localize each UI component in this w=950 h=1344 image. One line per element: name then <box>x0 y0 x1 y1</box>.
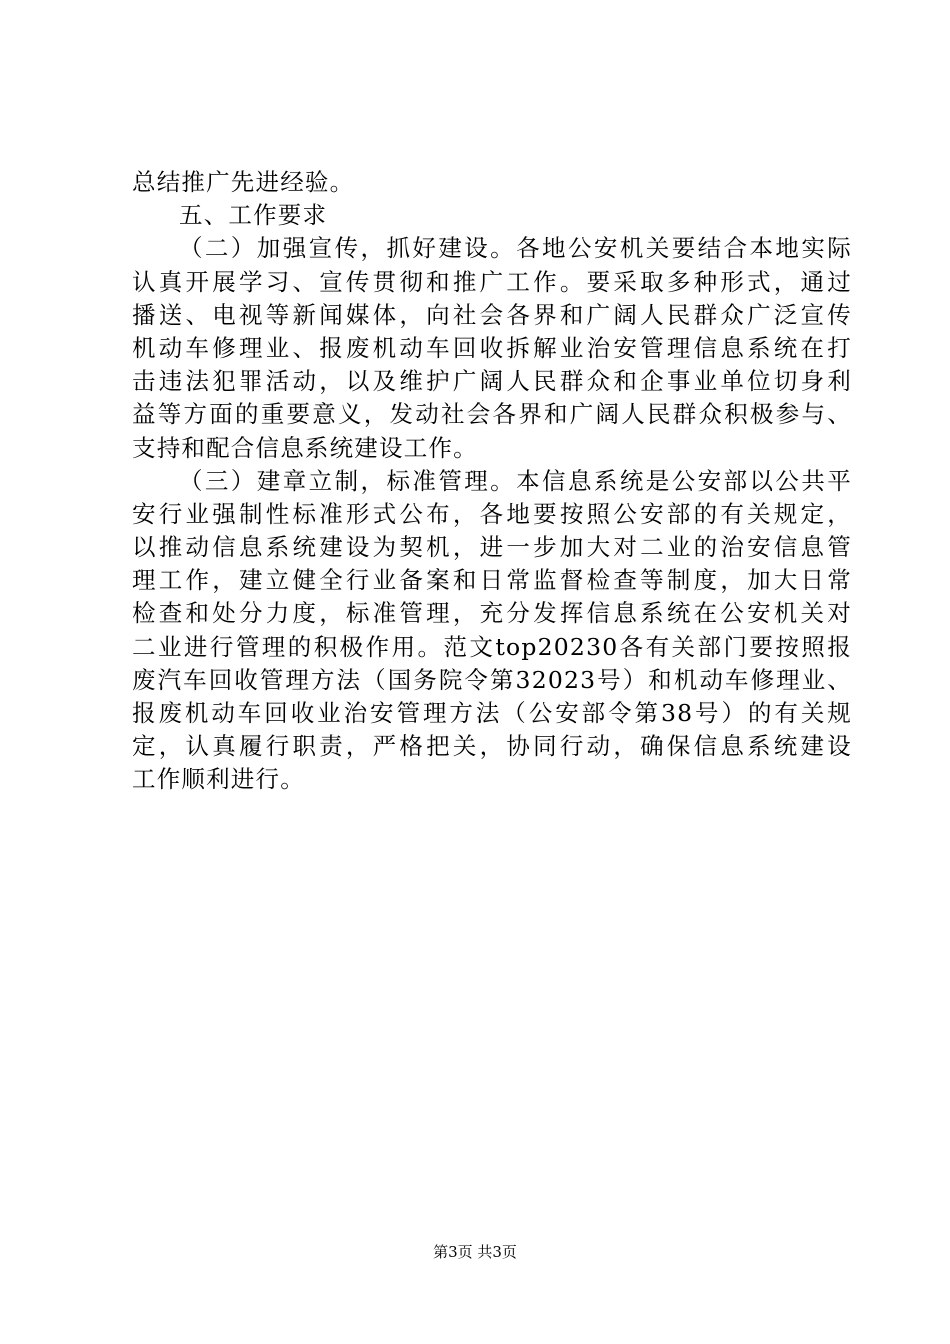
paragraph-line: 认真开展学习、宣传贯彻和推广工作。要采取多种形式，通过 <box>132 267 852 296</box>
paragraph-line: 二业进行管理的积极作用。范文top20230各有关部门要按照报 <box>132 632 852 661</box>
paragraph-line: 废汽车回收管理方法（国务院令第32023号）和机动车修理业、 <box>132 665 852 694</box>
paragraph-line: 工作顺利进行。 <box>132 765 305 794</box>
paragraph-line: 理工作，建立健全行业备案和日常监督检查等制度，加大日常 <box>132 566 852 595</box>
paragraph-line: 播送、电视等新闻媒体，向社会各界和广阔人民群众广泛宣传 <box>132 300 852 329</box>
section-heading: 五、工作要求 <box>179 201 328 230</box>
paragraph-line: （三）建章立制，标准管理。本信息系统是公安部以公共平 <box>179 466 852 495</box>
paragraph-line: 总结推广先进经验。 <box>132 168 355 196</box>
paragraph-line: 定，认真履行职责，严格把关，协同行动，确保信息系统建设 <box>132 732 852 761</box>
paragraph-line: 安行业强制性标准形式公布，各地要按照公安部的有关规定， <box>132 499 852 528</box>
paragraph-line: （二）加强宣传，抓好建设。各地公安机关要结合本地实际 <box>179 234 852 263</box>
paragraph-line: 击违法犯罪活动，以及维护广阔人民群众和企事业单位切身利 <box>132 367 852 396</box>
paragraph-line: 报废机动车回收业治安管理方法（公安部令第38号）的有关规 <box>132 699 852 727</box>
paragraph-line: 益等方面的重要意义，发动社会各界和广阔人民群众积极参与、 <box>132 400 852 429</box>
page-number-footer: 第3页 共3页 <box>433 1243 517 1261</box>
paragraph-line: 以推动信息系统建设为契机，进一步加大对二业的治安信息管 <box>132 533 852 562</box>
paragraph-line: 检查和处分力度，标准管理，充分发挥信息系统在公安机关对 <box>132 599 852 628</box>
document-body <box>132 166 852 797</box>
paragraph-line: 机动车修理业、报废机动车回收拆解业治安管理信息系统在打 <box>132 333 852 362</box>
paragraph-line: 支持和配合信息系统建设工作。 <box>132 433 478 462</box>
